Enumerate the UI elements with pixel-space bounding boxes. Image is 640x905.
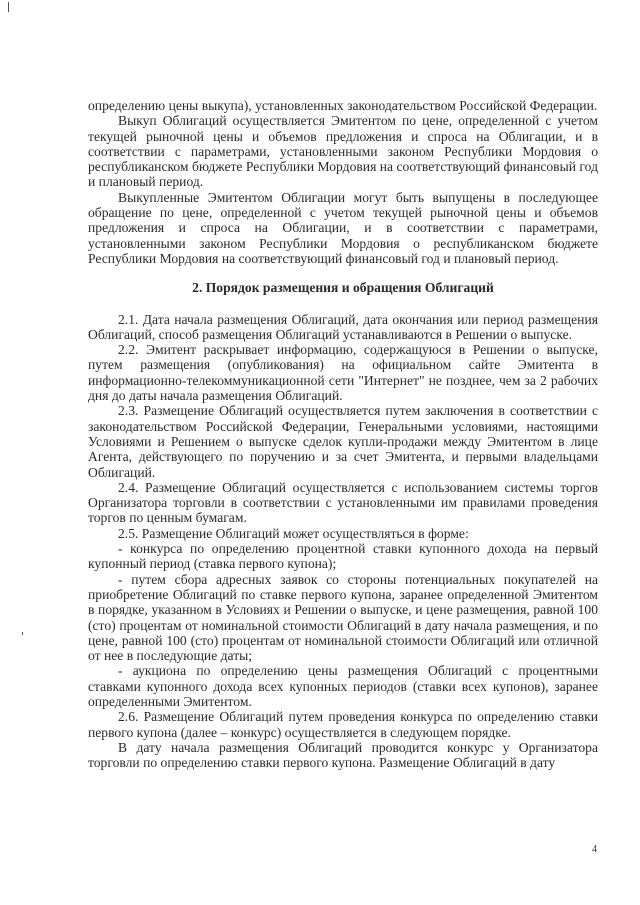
paragraph-2-2: 2.2. Эмитент раскрывает информацию, содержащуюся в Решении о выпуске, путем размещения (опубликования) на официальном сайте Эмитента в информационно-телекоммуникационной сети "Интернет" не позднее, чем за 2 рабочих дня до даты начала размещения Облигаций. bbox=[88, 342, 598, 404]
paragraph-resale: Выкупленные Эмитентом Облигации могут быть выпущены в последующее обращение по цене, определенной с учетом текущей рыночной цены и объемов предложения и спроса на Облигации, и в соответствии с параметрами, установленными законом Республики Мордовия о республиканском бюджете Республики Мордовия на соответствующий финансовый год и плановый период. bbox=[88, 189, 598, 266]
list-item-address-bids: - путем сбора адресных заявок со стороны потенциальных покупателей на приобретение Облигаций по ставке первого купона, заранее определенной Эмитентом в порядке, указанном в Условиях и Решении о выпуске, и цене размещения, равной 100 (сто) процентам от номинальной стоимости Облигаций в дату начала размещения, и по цене, равной 100 (сто) процентам от номинальной стоимости Облигаций или отличной от нее в последующие даты; bbox=[88, 571, 598, 664]
paragraph-buyback-price: Выкуп Облигаций осуществляется Эмитентом по цене, определенной с учетом текущей рыночной цены и объемов предложения и спроса на Облигации, и в соответствии с параметрами, установленными законом Республики Мордовия о республиканском бюджете Республики Мордовия на соответствующий финансовый год и плановый период. bbox=[88, 113, 598, 190]
paragraph-2-5: 2.5. Размещение Облигаций может осуществляться в форме: bbox=[118, 525, 469, 541]
scan-mark-top-left bbox=[8, 2, 9, 12]
paragraph-2-1: 2.1. Дата начала размещения Облигаций, дата окончания или период размещения Облигаций, способ размещения Облигаций устанавливаются в Решении о выпуске. bbox=[88, 311, 598, 342]
section-heading: 2. Порядок размещения и обращения Облигаций bbox=[192, 280, 494, 296]
paragraph-2-6: 2.6. Размещение Облигаций путем проведения конкурса по определению ставки первого купона (далее – конкурс) осуществляется в следующем порядке. bbox=[88, 709, 598, 740]
paragraph-contest-day: В дату начала размещения Облигаций проводится конкурс у Организатора торговли по определению ставки первого купона. Размещение Облигаций в дату bbox=[88, 739, 598, 771]
paragraph-2-4: 2.4. Размещение Облигаций осуществляется с использованием системы торгов Организатора торговли в соответствии с установленными им правилами проведения торгов по ценным бумагам. bbox=[88, 479, 598, 526]
list-item-contest: - конкурса по определению процентной ставки купонного дохода на первый купонный период (ставка первого купона); bbox=[88, 541, 598, 572]
document-body bbox=[88, 98, 598, 770]
scan-mark-left-dot bbox=[22, 632, 23, 635]
list-item-auction: - аукциона по определению цены размещения Облигаций с процентными ставками купонного дохода всех купонных периодов (ставки всех купонов), заранее определенными Эмитентом. bbox=[88, 663, 598, 709]
paragraph-continuation: определению цены выкупа), установленных законодательством Российской Федерации. bbox=[88, 98, 598, 113]
paragraph-2-3: 2.3. Размещение Облигаций осуществляется путем заключения в соответствии с законодательством Российской Федерации, Генеральными условиями, настоящими Условиями и Решением о выпуске сделок купли-продажи между Эмитентом в лице Агента, действующего по поручению и за счет Эмитента, и первыми владельцами Облигаций. bbox=[88, 403, 598, 480]
page-number: 4 bbox=[592, 844, 597, 855]
